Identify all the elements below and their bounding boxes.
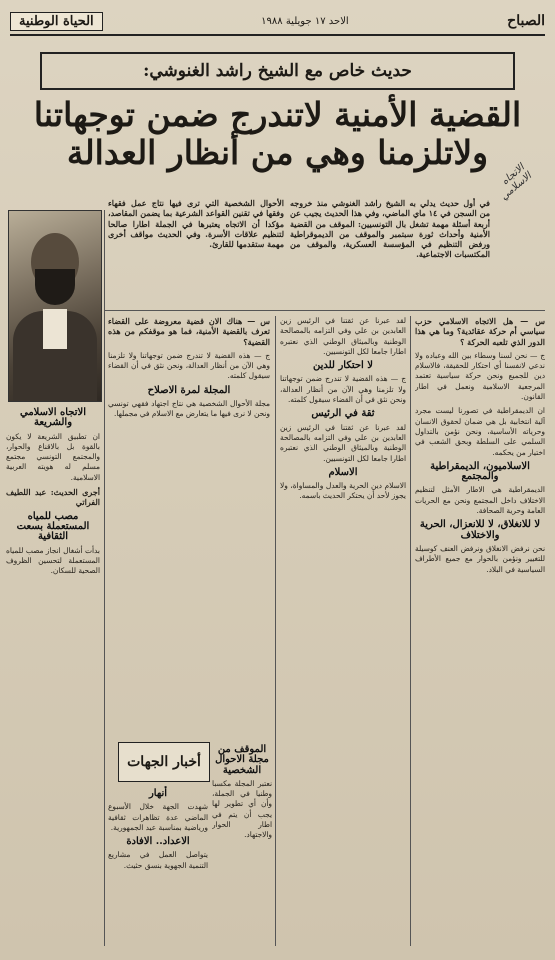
subheading-8: الاسلام: [328, 466, 358, 478]
section-title: الحياة الوطنية: [10, 12, 103, 31]
column-rule: [275, 316, 276, 946]
answer-2: ج — هذه القضية لا تندرج ضمن توجهاتنا ولا تلزمنا وهي الآن من أنظار العدالة، ونحن نثق في أن القضاء سيقول كلمته.: [280, 374, 406, 405]
headline-line-1: القضية الأمنية لاتندرج ضمن توجهاتنا: [33, 95, 522, 134]
paragraph-2: لقد عبرنا عن ثقتنا في الرئيس زين العابدين بن علي وفي التزامه بالمصالحة الوطنية وبالميثاق الوطني الذي نعتبره اطارا جامعا لكل التونسيين.: [280, 316, 406, 356]
paragraph-4: مجلة الأحوال الشخصية هي نتاج اجتهاد فقهي تونسي ونحن لا نرى فيها ما يتعارض مع الاسلام في مجملها.: [108, 399, 270, 419]
divider: [105, 310, 545, 311]
question-2: س — هناك الان قضية معروضة على القضاء تعرف بالقضية الأمنية، فما هو موقفكم من هذه القضية؟: [108, 316, 270, 347]
byline: أجرى الحديث: عبد اللطيف الفراتي: [6, 487, 100, 508]
headline: [14, 96, 541, 172]
column-3: [108, 316, 270, 736]
column-4: [6, 405, 100, 945]
subheading-5: الاسلاميون، الديمقراطية والمجتمع: [430, 460, 530, 483]
subheading-3: الاتجاه الاسلامي والشريعة: [19, 407, 86, 429]
subheading-6: لا للانغلاق، لا للانعزال، الحرية والاختلاف: [419, 519, 541, 541]
paragraph-5: الديمقراطية هي الاطار الأمثل لتنظيم الاختلاف داخل المجتمع ونحن مع الحريات العامة وحرية الصحافة.: [415, 485, 545, 516]
answer-1: ج — نحن لسنا وسطاء بين الله وعباده ولا ندعي لانفسنا أي احتكار للحقيقة، فالاسلام دين للجميع ونحن حركة سياسية تعتمد المرجعية الاسلامية ونعمل في اطار القانون.: [415, 350, 545, 402]
paragraph-6: نحن نرفض الانغلاق ونرفض العنف كوسيلة للتغيير ونؤمن بالحوار مع جميع الأطراف السياسية في البلاد.: [415, 543, 545, 574]
portrait-photo: [8, 210, 102, 402]
answer-2b: ج — هذه القضية لا تندرج ضمن توجهاتنا ولا تلزمنا وهي الآن من أنظار العدالة، ونحن نثق في أن القضاء سيقول كلمته.: [108, 350, 270, 381]
subheading-7: الموقف من مجلة الاحوال الشخصية: [215, 744, 269, 776]
subheading-2: ثقة في الرئيس: [311, 408, 375, 420]
subheading-4: المجلة لمرة الاصلاح: [147, 384, 231, 396]
paragraph-9: شهدت الجهة خلال الأسبوع الماضي عدة تظاهرات ثقافية ورياضية بمناسبة عيد الجمهورية.: [108, 802, 208, 832]
column-2: [280, 316, 406, 946]
kicker: حديث خاص مع الشيخ راشد الغنوشي:: [40, 52, 515, 90]
column-1: [415, 316, 545, 946]
date-line: الاحد ١٧ جويلية ١٩٨٨: [261, 15, 349, 27]
box-title: أخبار الجهات: [118, 742, 210, 782]
paragraph-10: يتواصل العمل في مشاريع التنمية الجهوية بنسق حثيث.: [108, 850, 208, 870]
intro-left-text: الأحوال الشخصية التي ترى فيها نتاج عمل فقهاء وفقها في تقنين القواعد الشرعية بما يضمن المقاصد، مؤكدا أن الاتجاه يعتبرها في الجملة اطارا صالحا لتنظيم علاقات الأسرة. وفي الحديث مواقف أخرى مهمة ستقدمها للقارئ.: [108, 198, 284, 250]
question-1: س — هل الاتجاه الاسلامي حزب سياسي أم حركة عقائدية؟ وما هي هذا الدور الذي تلعبه الحركة ؟: [415, 316, 545, 347]
paragraph-7: نعتبر المجلة مكسبا وطنيا في الجملة، وأن أي تطوير لها يجب أن يتم في اطار الحوار والاجتهاد.: [212, 778, 272, 840]
column-rule: [410, 316, 411, 946]
headline-line-2: ولاتلزمنا وهي من أنظار العدالة: [66, 132, 489, 172]
intro-right-text: في أول حديث يدلي به الشيخ راشد الغنوشي منذ خروجه من السجن في ١٤ ماي الماضي، وفي هذا الحديث يجيب عن أربعة أسئلة مهمة تشغل بال التونسيين: الموقف من القضية الأمنية وأحداث ثورة سبتمبر والموقف من الديموقراطية ورفض التنظيم في المؤسسة العسكرية، والموقف من المكتسبات الاجتماعية.: [290, 198, 490, 260]
intro-right: [290, 198, 490, 308]
subheading-10: الاعداد.. الافادة: [126, 836, 190, 848]
column-3c: [108, 786, 208, 946]
paragraph-8: الاسلام دين الحرية والعدل والمساواة، ولا يجوز لأحد أن يحتكر الحديث باسمه.: [280, 481, 406, 501]
paragraph-2b: لقد عبرنا عن ثقتنا في الرئيس زين العابدين بن علي وفي التزامه بالمصالحة الوطنية وبالميثاق الوطني الذي نعتبره اطارا جامعا لكل التونسيين.: [280, 422, 406, 463]
paper-name: الصباح: [507, 13, 545, 29]
page-header: [10, 8, 545, 36]
column-3b: [212, 742, 272, 942]
paragraph-11: بدأت أشغال انجاز مصب للمياه المستعملة لتحسين الظروف الصحية للسكان.: [6, 545, 100, 576]
subheading-1: لا احتكار للدين: [312, 360, 374, 372]
intro-left: [108, 198, 284, 308]
handwritten-note: الاتجاه الاسلامي: [498, 162, 534, 203]
paragraph-1: ان الديمقراطية في تصورنا ليست مجرد آلية انتخابية بل هي ضمان لحقوق الانسان وحرياته الأساسية، ونحن نؤمن بالتداول السلمي على السلطة وبحق الشعب في اختيار من يحكمه.: [415, 406, 545, 457]
subheading-11: مصب للمياه المستعملة بسعت الثقافية: [16, 510, 90, 543]
paragraph-3: ان تطبيق الشريعة لا يكون بالقوة بل بالاقناع والحوار، والمجتمع التونسي مجتمع مسلم له هويته العربية الاسلامية.: [6, 431, 100, 482]
subheading-9: أنهار: [148, 788, 168, 799]
column-rule: [104, 210, 105, 946]
